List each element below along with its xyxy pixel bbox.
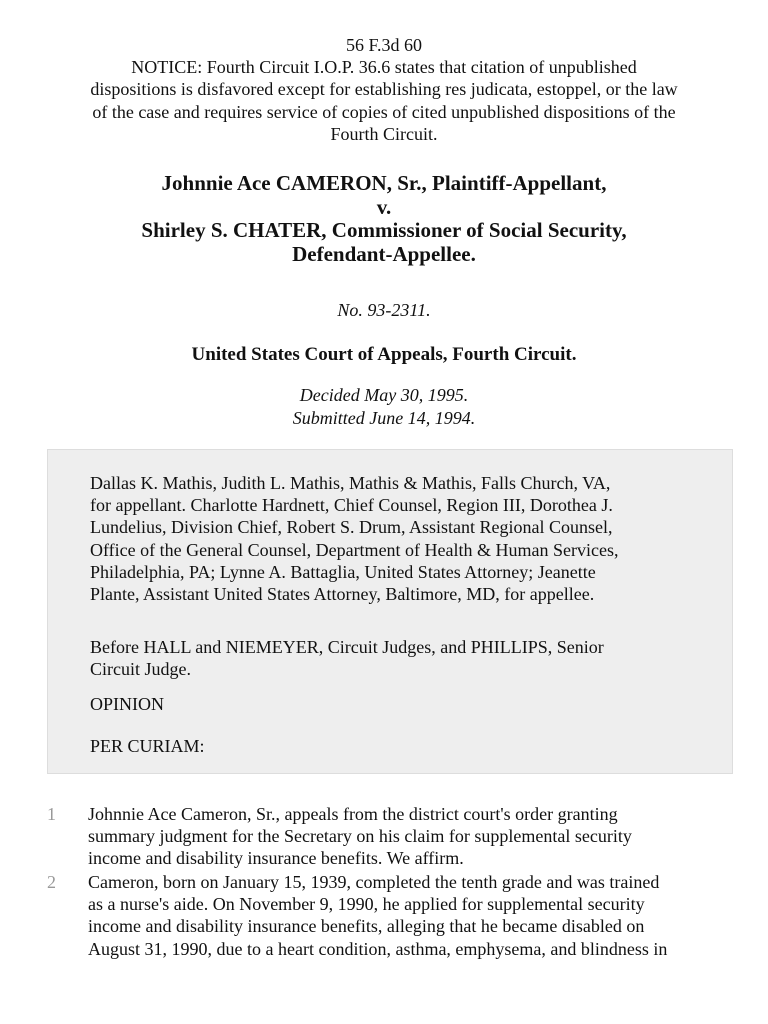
- citation-notice: [0, 34, 768, 145]
- paragraph-text: [88, 803, 632, 870]
- notice-line: of the case and requires service of copies of cited unpublished dispositions of the: [92, 101, 676, 122]
- paragraph-line: summary judgment for the Secretary on his claim for supplemental security: [88, 826, 632, 847]
- citation: 56 F.3d 60: [345, 35, 423, 55]
- opinion-heading: OPINION: [90, 694, 164, 714]
- judges-text: [90, 636, 604, 680]
- case-title: [0, 172, 768, 267]
- notice-line: NOTICE: Fourth Circuit I.O.P. 36.6 states that citation of unpublished: [131, 57, 637, 78]
- defendant: Shirley S. CHATER, Commissioner of Social Security,: [141, 218, 627, 243]
- judges-line: Before HALL and NIEMEYER, Circuit Judges, and PHILLIPS, Senior: [90, 637, 604, 657]
- plaintiff: Johnnie Ace CAMERON, Sr., Plaintiff-Appellant,: [161, 171, 607, 195]
- notice-line: dispositions is disfavored except for establishing res judicata, estoppel, or the law: [90, 79, 678, 100]
- paragraph-number: 2: [47, 872, 56, 892]
- court-name: United States Court of Appeals, Fourth Circuit.: [191, 344, 577, 365]
- paragraph-line: income and disability insurance benefits. We affirm.: [88, 848, 464, 869]
- counsel-line: Office of the General Counsel, Department of Health & Human Services,: [90, 539, 619, 560]
- counsel-text: [90, 472, 619, 605]
- per-curiam: PER CURIAM:: [90, 736, 205, 756]
- case-dates: [0, 384, 768, 430]
- paragraph-line: Johnnie Ace Cameron, Sr., appeals from the district court's order granting: [88, 804, 618, 824]
- notice-line: Fourth Circuit.: [330, 123, 438, 144]
- decided-date: Decided May 30, 1995.: [299, 385, 469, 405]
- paragraph-line: income and disability insurance benefits, alleging that he became disabled on: [88, 916, 645, 937]
- paragraph-text: [88, 871, 667, 960]
- counsel-line: Philadelphia, PA; Lynne A. Battaglia, United States Attorney; Jeanette: [90, 561, 596, 582]
- submitted-date: Submitted June 14, 1994.: [292, 408, 476, 428]
- defendant-role: Defendant-Appellee.: [292, 242, 476, 267]
- paragraph-line: Cameron, born on January 15, 1939, completed the tenth grade and was trained: [88, 872, 660, 892]
- counsel-line: Dallas K. Mathis, Judith L. Mathis, Mathis & Mathis, Falls Church, VA,: [90, 473, 611, 493]
- versus: v.: [376, 194, 392, 219]
- paragraph-line: August 31, 1990, due to a heart condition, asthma, emphysema, and blindness in: [88, 938, 668, 959]
- paragraph-line: as a nurse's aide. On November 9, 1990, he applied for supplemental security: [88, 894, 645, 915]
- counsel-line: Plante, Assistant United States Attorney, Baltimore, MD, for appellee.: [90, 584, 595, 605]
- counsel-line: for appellant. Charlotte Hardnett, Chief Counsel, Region III, Dorothea J.: [90, 495, 613, 516]
- counsel-line: Lundelius, Division Chief, Robert S. Drum, Assistant Regional Counsel,: [90, 517, 613, 538]
- paragraph-number: 1: [47, 804, 56, 824]
- docket-number: No. 93-2311.: [337, 300, 431, 320]
- judges-line: Circuit Judge.: [90, 659, 191, 680]
- counsel-box: [47, 449, 733, 774]
